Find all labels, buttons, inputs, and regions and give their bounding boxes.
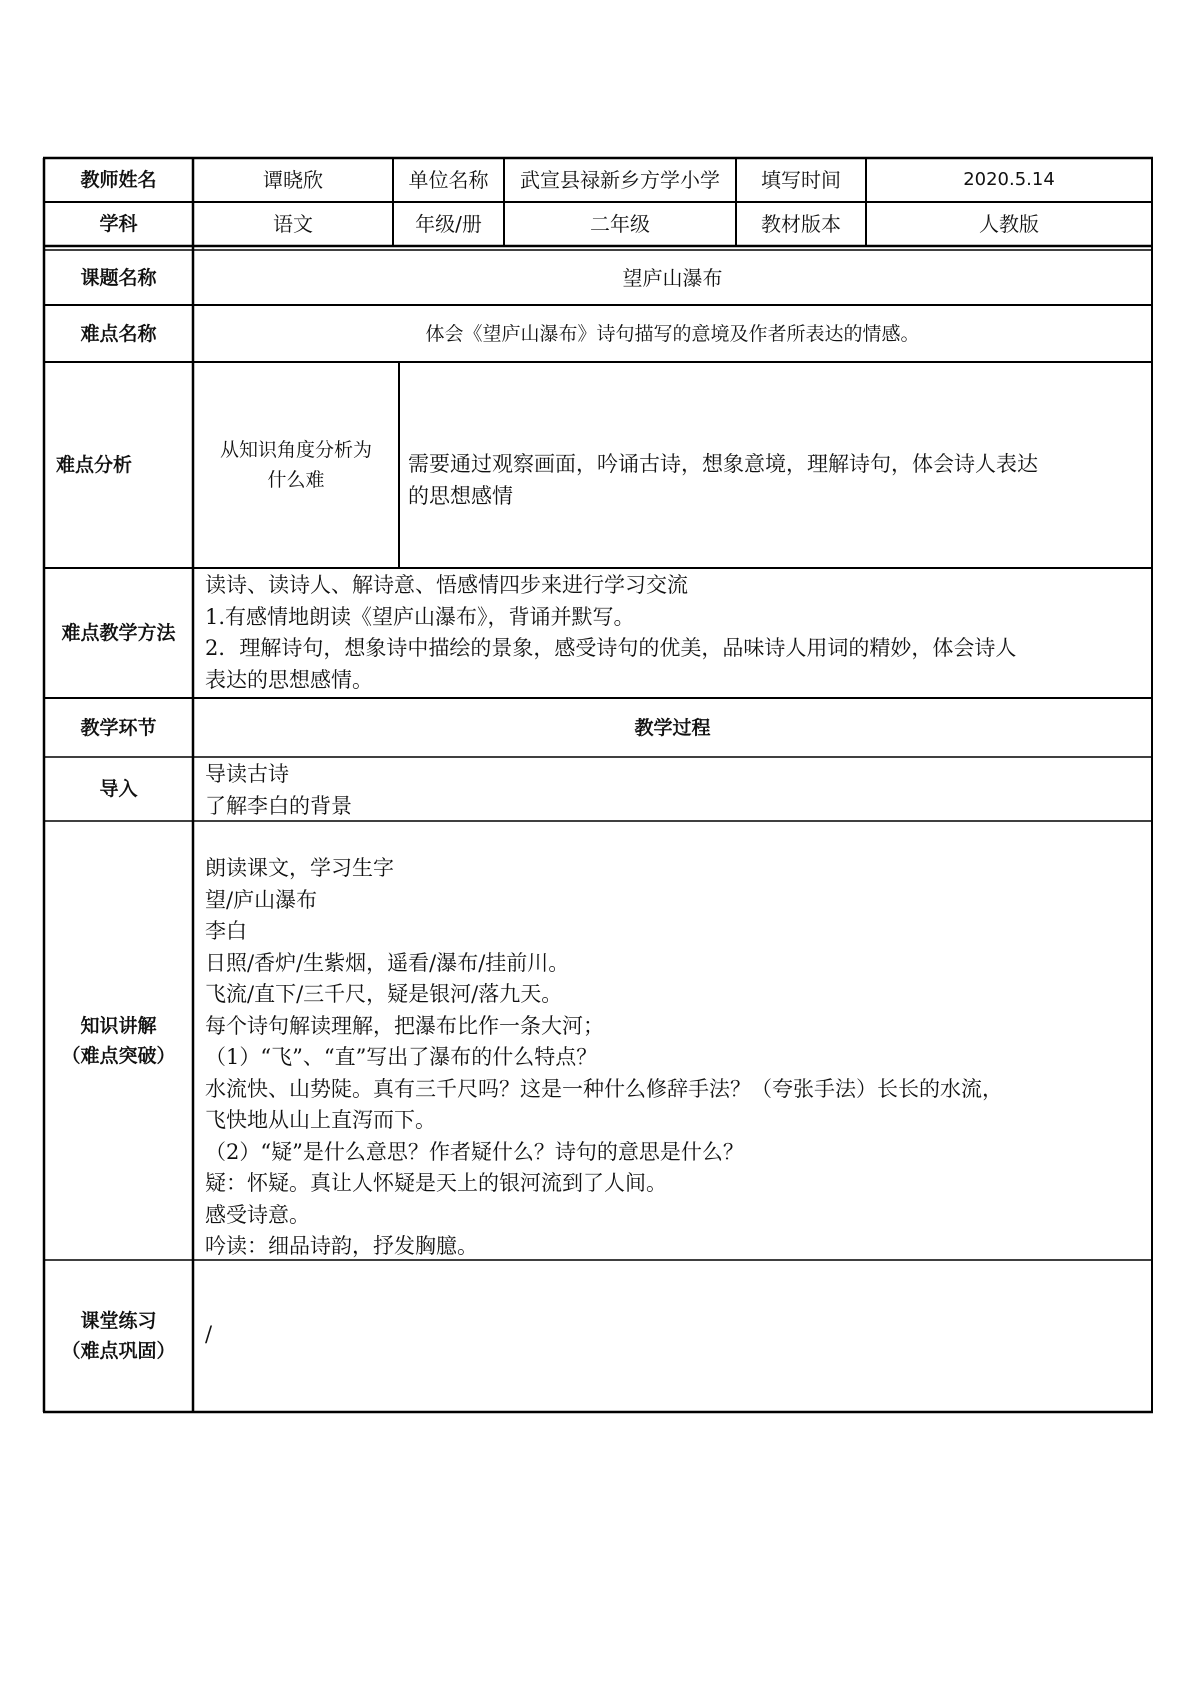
intro-label: 导入 — [99, 778, 138, 800]
lecture-label-line1: 知识讲解 — [80, 1014, 157, 1037]
method-line: 2．理解诗句，想象诗中描绘的景象，感受诗句的优美，品味诗人用词的精妙，体会诗人 — [205, 636, 1017, 660]
lecture-line: 吟读：细品诗韵，抒发胸臆。 — [205, 1234, 478, 1258]
lecture-line: 望/庐山瀑布 — [205, 887, 318, 912]
analysis-sublabel-line: 什么难 — [267, 469, 325, 491]
edition-value: 人教版 — [979, 212, 1039, 236]
analysis-text-line: 的思想感情 — [408, 483, 513, 508]
lecture-label — [44, 821, 193, 1260]
subject-value: 语文 — [273, 212, 313, 236]
topic-label: 课题名称 — [80, 266, 157, 289]
edition-label: 教材版本 — [761, 212, 841, 236]
lecture-label-line2: （难点突破） — [61, 1044, 176, 1067]
lecture-line: 朗读课文，学习生字 — [205, 856, 394, 880]
analysis-label: 难点分析 — [56, 454, 133, 476]
method-line: 表达的思想感情。 — [205, 667, 373, 692]
intro-line: 导读古诗 — [205, 762, 289, 786]
process-label: 教学环节 — [80, 716, 157, 739]
analysis-text-line: 需要通过观察画面，吟诵古诗，想象意境，理解诗句，体会诗人表达 — [408, 452, 1038, 476]
subject-label: 学科 — [99, 213, 138, 235]
unit-label: 单位名称 — [408, 168, 489, 192]
lecture-text — [205, 853, 1003, 1263]
method-line: 读诗、读诗人、解诗意、悟感情四步来进行学习交流 — [205, 573, 688, 597]
lecture-line: 日照/香炉/生紫烟，遥看/瀑布/挂前川。 — [205, 950, 570, 975]
analysis-sublabel — [193, 362, 399, 568]
method-label: 难点教学方法 — [61, 622, 176, 644]
practice-label — [44, 1260, 193, 1412]
process-value: 教学过程 — [634, 716, 711, 739]
lecture-line: 水流快、山势陡。真有三千尺吗？这是一种什么修辞手法？（夸张手法）长长的水流， — [205, 1076, 1003, 1101]
difficulty-value: 体会《望庐山瀑布》诗句描写的意境及作者所表达的情感。 — [425, 322, 920, 345]
lecture-line: 李白 — [205, 919, 247, 943]
date-value: 2020.5.14 — [963, 169, 1055, 190]
date-label: 填写时间 — [761, 168, 841, 192]
grade-value: 二年级 — [590, 212, 650, 236]
topic-value: 望庐山瀑布 — [622, 265, 723, 290]
practice-label-line2: （难点巩固） — [61, 1340, 176, 1362]
grade-label: 年级/册 — [415, 212, 482, 236]
lecture-line: 飞快地从山上直泻而下。 — [205, 1108, 436, 1132]
analysis-sublabel-line: 从知识角度分析为 — [219, 439, 372, 461]
practice-value: / — [205, 1322, 213, 1346]
unit-value: 武宣县禄新乡方学小学 — [520, 168, 720, 192]
practice-label-line1: 课堂练习 — [80, 1310, 157, 1332]
lecture-line: 每个诗句解读理解，把瀑布比作一条大河； — [205, 1013, 604, 1038]
difficulty-label: 难点名称 — [80, 322, 157, 345]
lecture-line: 感受诗意。 — [205, 1202, 310, 1227]
method-text — [205, 570, 1016, 696]
lecture-line: 飞流/直下/三千尺，疑是银河/落九天。 — [205, 982, 563, 1006]
lecture-line: （2）“疑”是什么意思？作者疑什么？诗句的意思是什么？ — [205, 1139, 744, 1164]
analysis-text — [408, 449, 1038, 512]
intro-text — [205, 759, 352, 822]
intro-line: 了解李白的背景 — [205, 793, 352, 818]
teacher-label: 教师姓名 — [80, 169, 157, 191]
lecture-line: （1）“飞”、“直”写出了瀑布的什么特点？ — [205, 1045, 598, 1069]
lecture-line: 疑：怀疑。真让人怀疑是天上的银河流到了人间。 — [205, 1171, 667, 1195]
teacher-value: 谭晓欣 — [263, 168, 323, 192]
method-line: 1.有感情地朗读《望庐山瀑布》，背诵并默写。 — [205, 604, 635, 629]
